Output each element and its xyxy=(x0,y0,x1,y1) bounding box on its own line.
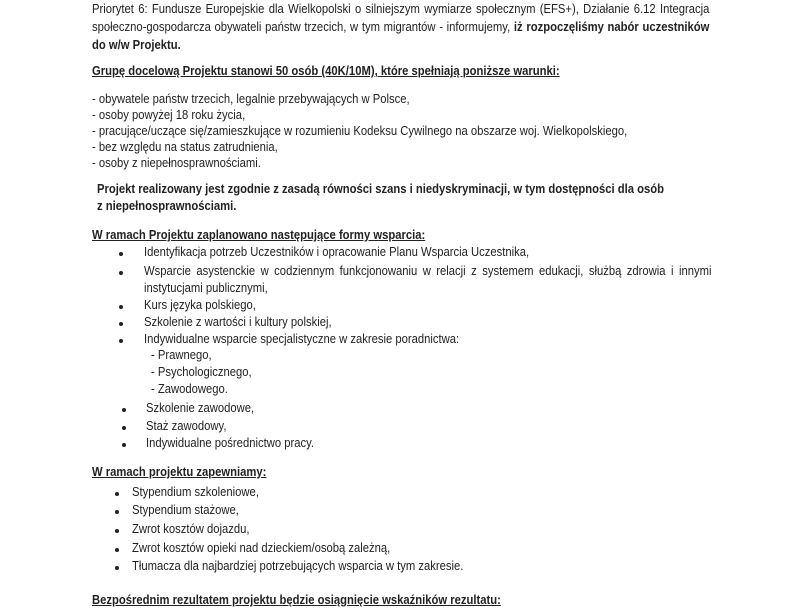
list-item-text: Wsparcie asystenckie w codziennym funkcjonowaniu w relacji z systemem edukacji, służbą zdrowia i innymi xyxy=(144,264,712,278)
bullet-icon xyxy=(119,305,123,309)
provide-heading: W ramach projektu zapewniamy: xyxy=(92,465,267,479)
list-item: Zwrot kosztów opieki nad dzieckiem/osobą zależną, xyxy=(132,541,391,555)
support-heading: W ramach Projektu zaplanowano następujące formy wsparcia: xyxy=(92,228,426,242)
sub-list-item: - Zawodowego. xyxy=(151,382,228,396)
bullet-icon xyxy=(122,408,126,412)
list-item xyxy=(144,263,712,279)
list-item: - pracujące/uczące się/zamieszkujące w rozumieniu Kodeksu Cywilnego na obszarze woj. Wielkopolskiego, xyxy=(92,124,628,138)
bullet-icon xyxy=(119,252,123,256)
bullet-icon xyxy=(119,339,123,343)
bullet-icon xyxy=(115,492,119,496)
bullet-icon xyxy=(115,566,119,570)
bullet-icon xyxy=(122,426,126,430)
equality-line-1: Projekt realizowany jest zgodnie z zasadą równości szans i niedyskryminacji, w tym dostępności dla osób xyxy=(97,182,665,196)
list-item: - osoby powyżej 18 roku życia, xyxy=(92,108,246,122)
list-item: - obywatele państw trzecich, legalnie przebywających w Polsce, xyxy=(92,92,410,106)
list-item: Stypendium szkoleniowe, xyxy=(132,485,259,499)
list-item: Staż zawodowy, xyxy=(146,419,227,433)
bullet-icon xyxy=(115,548,119,552)
list-item: Kurs języka polskiego, xyxy=(144,298,256,312)
intro-paragraph xyxy=(92,0,709,54)
list-item: Tłumacza dla najbardziej potrzebujących wsparcia w tym zakresie. xyxy=(132,559,464,573)
intro-bold: iż rozpoczęliśmy nabór uczestników do w/w Projektu. xyxy=(92,20,710,52)
results-heading: Bezpośrednim rezultatem projektu będzie osiągnięcie wskaźników rezultatu: xyxy=(92,593,501,607)
list-item: Zwrot kosztów dojazdu, xyxy=(132,522,250,536)
list-item: Identyfikacja potrzeb Uczestników i opracowanie Planu Wsparcia Uczestnika, xyxy=(144,245,530,259)
bullet-icon xyxy=(122,443,126,447)
bullet-icon xyxy=(115,510,119,514)
list-item: Indywidualne wsparcie specjalistyczne w zakresie poradnictwa: xyxy=(144,332,460,346)
sub-list-item: - Prawnego, xyxy=(151,348,212,362)
list-item: Szkolenie zawodowe, xyxy=(146,401,255,415)
list-item: Indywidualne pośrednictwo pracy. xyxy=(146,436,315,450)
bullet-icon xyxy=(115,529,119,533)
intro-text: Priorytet 6: Fundusze Europejskie dla Wielkopolski o silniejszym wymiarze społecznym (EFS+), Działanie 6.12 Integracja społeczno-gospodarcza obywateli państw trzecich, w tym migrantów - informujemy, xyxy=(92,2,710,34)
equality-line-2: z niepełnosprawnościami. xyxy=(97,199,237,213)
list-item: Stypendium stażowe, xyxy=(132,503,239,517)
list-item: Szkolenie z wartości i kultury polskiej, xyxy=(144,315,332,329)
bullet-icon xyxy=(119,322,123,326)
list-item-continuation: instytucjami publicznymi, xyxy=(144,281,268,295)
target-group-heading: Grupę docelową Projektu stanowi 50 osób (40K/10M), które spełniają poniższe warunki: xyxy=(92,64,560,78)
bullet-icon xyxy=(119,271,123,275)
sub-list-item: - Psychologicznego, xyxy=(151,365,252,379)
list-item: - osoby z niepełnosprawnościami. xyxy=(92,156,261,170)
list-item: - bez względu na status zatrudnienia, xyxy=(92,140,278,154)
